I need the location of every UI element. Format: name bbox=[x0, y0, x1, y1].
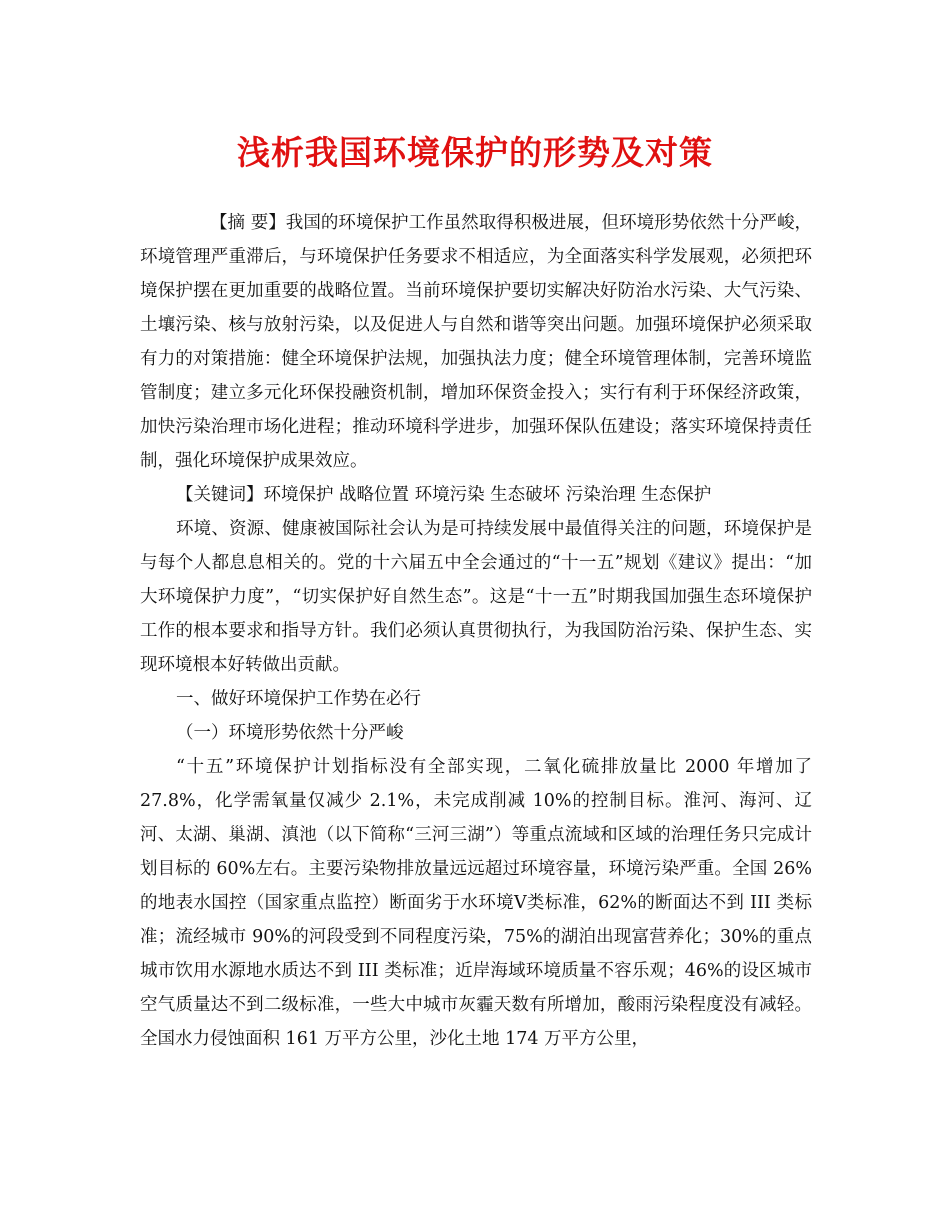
body-paragraph: “十五”环境保护计划指标没有全部实现，二氧化硫排放量比 2000 年增加了 27.8%，化学需氧量仅减少 2.1%，未完成削减 10%的控制目标。淮河、海河、辽河、太湖、巢湖、滇池（以下简称“三河三湖”）等重点流域和区域的治理任务只完成计划目标的 60%左右。主要污染物排放量远远超过环境容量，环境污染严重。全国 26%的地表水国控（国家重点监控）断面劣于水环境Ⅴ类标准，62%的断面达不到 III 类标准；流经城市 90%的河段受到不同程度污染，75%的湖泊出现富营养化；30%的重点城市饮用水源地水质达不到 III 类标准；近岸海域环境质量不容乐观；46%的设区城市空气质量达不到二级标准，一些大中城市灰霾天数有所增加，酸雨污染程度没有减轻。全国水力侵蚀面积 161 万平方公里，沙化土地 174 万平方公里， bbox=[140, 757, 812, 1049]
subsection-heading: （一）环境形势依然十分严峻 bbox=[176, 723, 404, 743]
section-heading: 一、做好环境保护工作势在必行 bbox=[176, 689, 421, 709]
abstract-paragraph bbox=[140, 206, 812, 478]
intro-paragraph: 环境、资源、健康被国际社会认为是可持续发展中最值得关注的问题，环境保护是与每个人都息息相关的。党的十六届五中全会通过的“十一五”规划《建议》提出：“加大环境保护力度”，“切实保护好自然生态”。这是“十一五”时期我国加强生态环境保护工作的根本要求和指导方针。我们必须认真贯彻执行，为我国防治污染、保护生态、实现环境根本好转做出贡献。 bbox=[140, 519, 812, 675]
abstract-label: 【摘 要】 bbox=[210, 213, 286, 233]
document-title: 浅析我国环境保护的形势及对策 bbox=[237, 133, 713, 172]
keywords-paragraph bbox=[140, 478, 812, 512]
abstract-text: 我国的环境保护工作虽然取得积极进展，但环境形势依然十分严峻，环境管理严重滞后，与环境保护任务要求不相适应，为全面落实科学发展观，必须把环境保护摆在更加重要的战略位置。当前环境保护要切实解决好防治水污染、大气污染、土壤污染、核与放射污染，以及促进人与自然和谐等突出问题。加强环境保护必须采取有力的对策措施：健全环境保护法规，加强执法力度；健全环境管理体制，完善环境监管制度；建立多元化环保投融资机制，增加环保资金投入；实行有利于环保经济政策，加快污染治理市场化进程；推动环境科学进步，加强环保队伍建设；落实环境保持责任制，强化环境保护成果效应。 bbox=[140, 213, 813, 471]
keywords-label: 【关键词】 bbox=[176, 485, 264, 505]
keywords-text: 环境保护 战略位置 环境污染 生态破坏 污染治理 生态保护 bbox=[263, 485, 712, 505]
document-body bbox=[140, 206, 812, 1056]
